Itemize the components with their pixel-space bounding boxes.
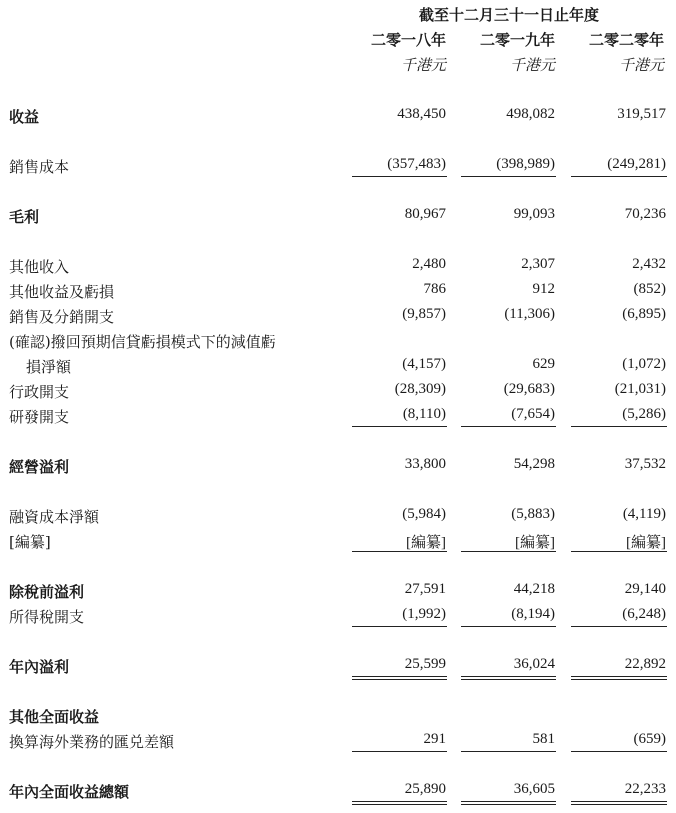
underline bbox=[352, 626, 447, 627]
value-2019: 629 bbox=[532, 356, 555, 372]
period-heading: 截至十二月三十一日止年度 bbox=[418, 6, 599, 24]
value-2019: 36,605 bbox=[513, 781, 555, 797]
value-2018: 80,967 bbox=[404, 206, 446, 222]
value-2018: (1,992) bbox=[402, 606, 446, 622]
value-2020: (1,072) bbox=[622, 356, 666, 372]
value-2018: 291 bbox=[423, 731, 446, 747]
value-2019: 54,298 bbox=[513, 456, 555, 472]
value-2019: 498,082 bbox=[506, 106, 555, 122]
value-2018: (5,984) bbox=[402, 506, 446, 522]
underline bbox=[571, 751, 667, 752]
table-row-other-gains-losses bbox=[0, 279, 676, 305]
value-2020: 22,233 bbox=[624, 781, 666, 797]
value-2020: 2,432 bbox=[632, 256, 666, 272]
underline bbox=[461, 676, 556, 677]
row-label: 所得稅開支 bbox=[9, 608, 85, 626]
value-2018: 438,450 bbox=[397, 106, 446, 122]
unit-label-2019: 千港元 bbox=[509, 56, 555, 74]
value-2020: 29,140 bbox=[624, 581, 666, 597]
row-label: 行政開支 bbox=[9, 383, 70, 401]
table-row-finance-costs bbox=[0, 504, 676, 530]
row-label: 研發開支 bbox=[9, 408, 70, 426]
value-2019: 36,024 bbox=[513, 656, 555, 672]
value-2019: 912 bbox=[532, 281, 555, 297]
unit-label-2018: 千港元 bbox=[400, 56, 446, 74]
underline bbox=[352, 426, 447, 427]
underline bbox=[352, 176, 447, 177]
underline bbox=[352, 751, 447, 752]
value-2019: 2,307 bbox=[521, 256, 555, 272]
underline bbox=[571, 551, 667, 552]
value-2018: 2,480 bbox=[412, 256, 446, 272]
underline bbox=[461, 751, 556, 752]
value-2019: [編纂] bbox=[515, 535, 555, 551]
row-label: 經營溢利 bbox=[9, 458, 70, 476]
value-2018: (4,157) bbox=[402, 356, 446, 372]
value-2020: (5,286) bbox=[622, 406, 666, 422]
value-2018: 25,599 bbox=[404, 656, 446, 672]
value-2020: 319,517 bbox=[617, 106, 666, 122]
value-2019: (8,194) bbox=[511, 606, 555, 622]
table-row-admin-expenses bbox=[0, 379, 676, 405]
row-label: 融資成本淨額 bbox=[9, 508, 100, 526]
value-2020: (4,119) bbox=[622, 506, 666, 522]
table-row-selling-distribution bbox=[0, 304, 676, 330]
underline bbox=[571, 426, 667, 427]
row-label: (確認)撥回預期信貸虧損模式下的減值虧 bbox=[9, 333, 276, 351]
underline bbox=[352, 801, 447, 802]
value-2020: 37,532 bbox=[624, 456, 666, 472]
table-row-revenue bbox=[0, 104, 676, 130]
table-row-gross-profit bbox=[0, 204, 676, 230]
year-heading-2018: 二零一八年 bbox=[370, 31, 446, 49]
underline bbox=[571, 804, 667, 805]
underline bbox=[352, 676, 447, 677]
row-label: 銷售成本 bbox=[9, 158, 70, 176]
underline bbox=[571, 801, 667, 802]
value-2020: 22,892 bbox=[624, 656, 666, 672]
value-2019: 44,218 bbox=[513, 581, 555, 597]
row-label: 其他全面收益 bbox=[9, 708, 100, 726]
table-row-oci-heading bbox=[0, 704, 676, 730]
underline bbox=[461, 176, 556, 177]
value-2020: (249,281) bbox=[607, 156, 666, 172]
value-2018: [編纂] bbox=[406, 535, 446, 551]
table-row-operating-profit bbox=[0, 454, 676, 480]
row-label: 其他收益及虧損 bbox=[9, 283, 115, 301]
underline bbox=[571, 676, 667, 677]
year-heading-2020: 二零二零年 bbox=[588, 31, 664, 49]
table-row-impairment-heading bbox=[0, 329, 676, 355]
row-label: 年內溢利 bbox=[9, 658, 70, 676]
row-label: 銷售及分銷開支 bbox=[9, 308, 115, 326]
value-2018: (9,857) bbox=[402, 306, 446, 322]
underline bbox=[352, 804, 447, 805]
unit-label-2020: 千港元 bbox=[618, 56, 664, 74]
underline bbox=[352, 551, 447, 552]
underline bbox=[461, 804, 556, 805]
value-2019: 581 bbox=[532, 731, 555, 747]
value-2019: (5,883) bbox=[511, 506, 555, 522]
value-2018: 25,890 bbox=[404, 781, 446, 797]
row-label: 除稅前溢利 bbox=[9, 583, 85, 601]
underline bbox=[461, 626, 556, 627]
row-label: 換算海外業務的匯兑差額 bbox=[9, 733, 175, 751]
row-label: [編纂] bbox=[9, 533, 51, 551]
value-2020: (852) bbox=[633, 281, 666, 297]
underline bbox=[461, 426, 556, 427]
value-2019: 99,093 bbox=[513, 206, 555, 222]
value-2020: [編纂] bbox=[626, 535, 666, 551]
value-2020: (6,248) bbox=[622, 606, 666, 622]
value-2019: (7,654) bbox=[511, 406, 555, 422]
underline bbox=[461, 551, 556, 552]
table-row-profit-before-tax bbox=[0, 579, 676, 605]
value-2020: (6,895) bbox=[622, 306, 666, 322]
row-label: 收益 bbox=[9, 108, 40, 126]
value-2020: (659) bbox=[633, 731, 666, 747]
table-row-other-income bbox=[0, 254, 676, 280]
value-2020: 70,236 bbox=[624, 206, 666, 222]
underline bbox=[352, 679, 447, 680]
value-2019: (398,989) bbox=[496, 156, 555, 172]
row-label: 損淨額 bbox=[26, 358, 72, 376]
value-2019: (29,683) bbox=[503, 381, 555, 397]
underline bbox=[571, 176, 667, 177]
value-2019: (11,306) bbox=[504, 306, 555, 322]
underline bbox=[461, 801, 556, 802]
value-2020: (21,031) bbox=[614, 381, 666, 397]
underline bbox=[461, 679, 556, 680]
table-row-impairment-net bbox=[0, 354, 676, 380]
value-2018: (28,309) bbox=[394, 381, 446, 397]
row-label: 其他收入 bbox=[9, 258, 70, 276]
value-2018: (8,110) bbox=[402, 406, 446, 422]
value-2018: 27,591 bbox=[404, 581, 446, 597]
underline bbox=[571, 679, 667, 680]
value-2018: (357,483) bbox=[387, 156, 446, 172]
value-2018: 33,800 bbox=[404, 456, 446, 472]
underline bbox=[571, 626, 667, 627]
value-2018: 786 bbox=[423, 281, 446, 297]
row-label: 年內全面收益總額 bbox=[9, 783, 130, 801]
year-heading-2019: 二零一九年 bbox=[479, 31, 555, 49]
row-label: 毛利 bbox=[9, 208, 40, 226]
